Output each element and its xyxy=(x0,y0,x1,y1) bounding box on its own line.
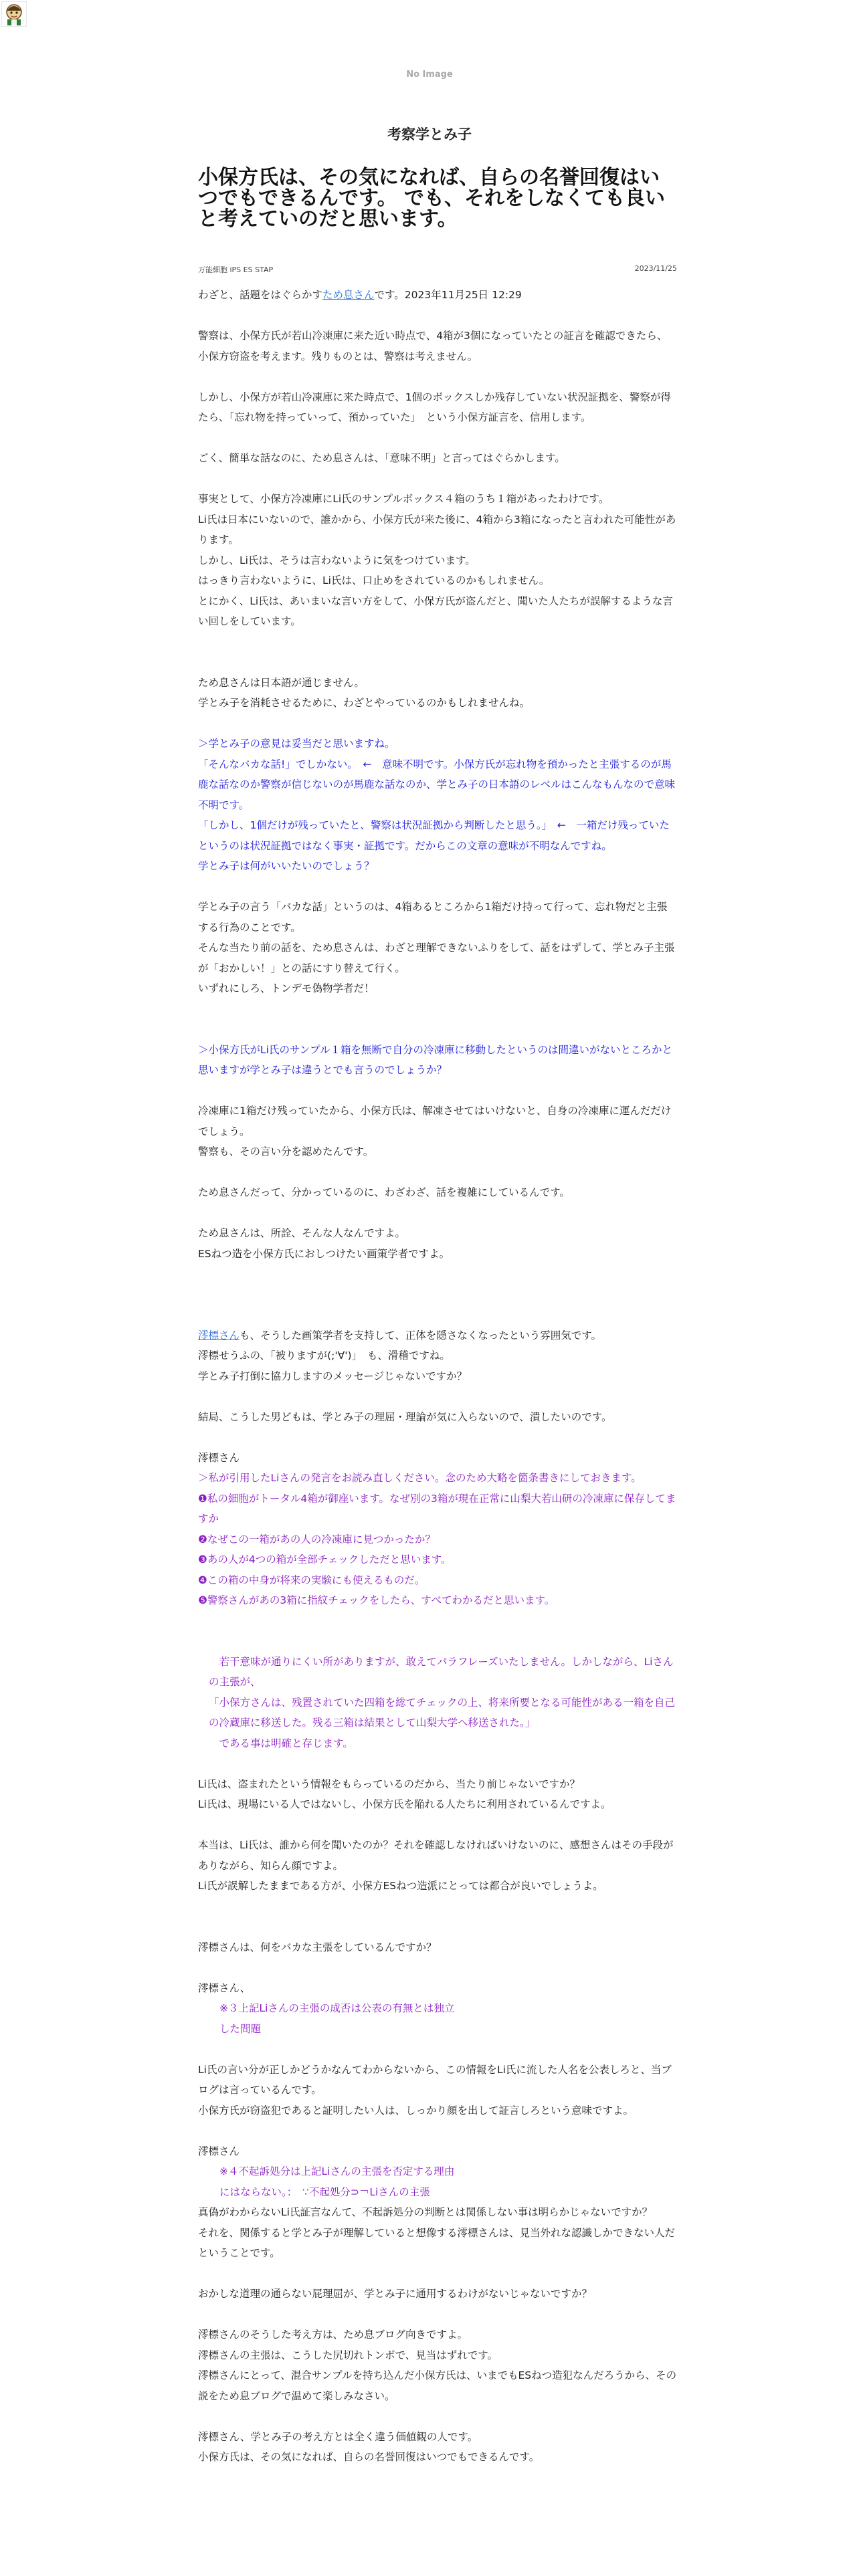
post-paragraph xyxy=(198,1325,677,1346)
post-paragraph: ❶私の細胞がトータル4箱が御座います。なぜ別の3箱が現在正常に山梨大若山研の冷凍庫に保存してますか xyxy=(198,1492,676,1525)
post-paragraph: ごく、簡単な話なのに、ため息さんは、「意味不明」と言ってはぐらかします。 xyxy=(198,452,565,464)
blank-line xyxy=(198,1815,677,1836)
header-image-placeholder: No Image xyxy=(406,70,453,80)
post-paragraph: 澪標さんのそうした考え方は、ため息ブログ向きですよ。 xyxy=(198,2329,468,2341)
blank-line xyxy=(198,1386,677,1407)
post-paragraph: 澪標さん、 xyxy=(198,1981,251,1994)
post-paragraph: 学とみ子打倒に協力しますのメッセージじゃないですか？ xyxy=(198,1370,468,1382)
post-paragraph: 澪標さんにとって、混合サンプルを持ち込んだ小保方氏は、いまでもESねつ造犯なんだろうから、その説をため息ブログで温めて楽しみなさい。 xyxy=(198,2369,677,2402)
blank-line xyxy=(198,2264,677,2284)
blank-line xyxy=(198,652,677,673)
post-paragraph: ＞学とみ子の意見は妥当だと思いますね。 xyxy=(198,738,395,750)
post-paragraph: しかし、小保方が若山冷凍庫に来た時点で、1個のボックスしか残存していない状況証拠を、警察が得たら、「忘れ物を持っていって、預かっていた」 という小保方証言を、信用します。 xyxy=(198,391,671,423)
post-paragraph: ため息さんだって、分かっているのに、わざわざ、話を複雑にしているんです。 xyxy=(198,1186,570,1198)
post-paragraph: いずれにしろ、トンデモ偽物学者だ！ xyxy=(198,982,375,994)
blank-line xyxy=(198,306,677,326)
post-paragraph: ※４不起訴処分は上記Liさんの主張を否定する理由 xyxy=(219,2165,455,2177)
post-meta xyxy=(198,264,677,275)
post-paragraph: ＞私が引用したLiさんの発言をお読み直しください。念のため大略を箇条書きにしておきます。 xyxy=(198,1472,642,1484)
blank-line xyxy=(198,2406,677,2427)
post-paragraph: とにかく、Li氏は、あいまいな言い方をして、小保方氏が盗んだと、聞いた人たちが誤解するような言い回しをしています。 xyxy=(198,595,673,627)
post-paragraph: 澪標さんは、何をバカな主張をしているんですか？ xyxy=(198,1941,437,1953)
post-paragraph: 「しかし、1個だけが残っていたと、警察は状況証拠から判断したと思う。」 ← 一箱だけ残っていたというのは状況証拠ではなく事実・証拠です。だからこの文章の意味が不明なんですね。 xyxy=(198,819,670,852)
post-paragraph: おかしな道理の通らない屁理屈が、学とみ子に通用するわけがないじゃないですか？ xyxy=(198,2288,593,2300)
blank-line xyxy=(198,1285,677,1305)
post-paragraph: ❸あの人が4つの箱が全部チェックしただと思います。 xyxy=(198,1553,452,1566)
blank-line xyxy=(198,1631,677,1652)
post-paragraph: 警察は、小保方氏が若山冷凍庫に来た近い時点で、4箱が3個になっていたとの証言を確認できたら、小保方窃盗を考えます。残りものとは、警察は考えません。 xyxy=(198,330,668,362)
blank-line xyxy=(198,1305,677,1325)
post-paragraph: ※３上記Liさんの主張の成否は公表の有無とは独立 xyxy=(219,2002,455,2014)
post-paragraph: そんな当たり前の話を、ため息さんは、わざと理解できないふりをして、話をはずして、学とみ子主張が「おかしい！」との話にすり替えて行く。 xyxy=(198,942,675,974)
post-title: 小保方氏は、その気になれば、自らの名誉回復はいつでもできるんです。 でも、それをしなくても良いと考えていのだと思います。 xyxy=(198,166,666,231)
post-paragraph: Li氏は、盗まれたという情報をもらっているのだから、当たり前じゃないですか？ xyxy=(198,1778,580,1790)
post-paragraph: ❺警察さんがあの3箱に指紋チェックをしたら、すべてわかるだと思います。 xyxy=(198,1594,555,1606)
post-paragraph: 「小保方さんは、残置されていた四箱を総てチェックの上、将来所要となる可能性がある一箱を自己の冷蔵庫に移送した。残る三箱は結果として山梨大学へ移送された。」 xyxy=(209,1696,676,1729)
post-paragraph: 澪標さんの主張は、こうした尻切れトンボで、見当はずれです。 xyxy=(198,2349,498,2361)
post-paragraph: 「そんなバカな話!」でしかない。 ← 意味不明です。小保方氏が忘れ物を預かったと主張するのが馬鹿な話なのか警察が信じないのが馬鹿な話なのか、学とみ子の日本語のレベルはこんなもんなので意味不明です。 xyxy=(198,758,676,811)
post-paragraph: 澪標さん xyxy=(198,1451,240,1464)
blog-favicon-avatar[interactable] xyxy=(1,1,27,27)
blank-line xyxy=(198,2039,677,2060)
post-paragraph: ＞小保方氏がLi氏のサンプル１箱を無断で自分の冷凍庫に移動したというのは間違いがないところかと思いますが学とみ子は違うとでも言うのでしょうか？ xyxy=(198,1043,673,1076)
post-paragraph: ため息さんは、所詮、そんな人なんですよ。 xyxy=(198,1227,406,1239)
blank-line xyxy=(198,999,677,1020)
post-paragraph: Li氏の言い分が正しかどうかなんてわからないから、この情報をLi氏に流した人名を公表しろと、当ブログは言っているんです。 xyxy=(198,2063,672,2096)
blank-line xyxy=(198,2121,677,2141)
blank-line xyxy=(198,2304,677,2325)
paragraph-text: です。2023年11月25日 12:29 xyxy=(374,289,522,301)
post-paragraph: 警察も、その言い分を認めたんです。 xyxy=(198,1146,374,1158)
post-paragraph: である事は明確と存じます。 xyxy=(209,1737,353,1749)
post-paragraph: 澪標さん xyxy=(198,2145,240,2157)
user-link[interactable]: 澪標さん xyxy=(198,1329,240,1341)
blog-title[interactable]: 考察学とみ子 xyxy=(387,126,472,142)
post-paragraph: ❹この箱の中身が将来の実験にも使えるものだ。 xyxy=(198,1574,425,1586)
post-date: 2023/11/25 xyxy=(634,264,677,273)
blank-line xyxy=(198,1753,677,1774)
post-paragraph: Li氏は、現場にいる人ではないし、小保方氏を陥れる人たちに利用されているんですよ。 xyxy=(198,1798,611,1810)
post-paragraph: 澪標せうふの、「被りますが(;'∀')」 も、滑稽ですね。 xyxy=(198,1350,450,1362)
post-paragraph xyxy=(198,285,677,306)
post-paragraph: Li氏は日本にいないので、誰かから、小保方氏が来た後に、4箱から3箱になったと言われた可能性があります。 xyxy=(198,513,676,546)
blank-line xyxy=(198,1264,677,1285)
blank-line xyxy=(198,714,677,734)
paragraph-text: わざと、話題をはぐらかす xyxy=(198,289,323,301)
paragraph-text: も、そうした画策学者を支持して、正体を隠さなくなったという雰囲気です。 xyxy=(240,1329,601,1341)
avatar-icon xyxy=(1,1,27,27)
blank-line xyxy=(198,1019,677,1040)
post-article xyxy=(198,167,677,2468)
blank-line xyxy=(198,428,677,449)
post-paragraph: 事実として、小保方冷凍庫にLi氏のサンプルボックス４箱のうち１箱があったわけです。 xyxy=(198,493,609,505)
post-paragraph: しかし、Li氏は、そうは言わないように気をつけています。 xyxy=(198,554,476,566)
post-paragraph: それを、関係すると学とみ子が理解していると想像する澪標さんは、見当外れな認識しかできない人だということです。 xyxy=(198,2226,676,2259)
post-paragraph: 学とみ子を消耗させるために、わざとやっているのかもしれませんね。 xyxy=(198,697,531,709)
post-paragraph: にはならない。： ∵不起処分⊃￢Liさんの主張 xyxy=(219,2185,430,2198)
post-paragraph: 学とみ子は何がいいたいのでしょう？ xyxy=(198,860,375,872)
post-paragraph: ESねつ造を小保方氏におしつけたい画策学者ですよ。 xyxy=(198,1247,450,1260)
blank-line xyxy=(198,877,677,897)
post-paragraph: した問題 xyxy=(219,2022,262,2035)
blank-line xyxy=(198,1897,677,1917)
blank-line xyxy=(198,1427,677,1448)
blank-line xyxy=(198,1917,677,1937)
post-paragraph: 冷凍庫に1箱だけ残っていたから、小保方氏は、解凍させてはいけないと、自身の冷凍庫に運んだだけでしょう。 xyxy=(198,1105,672,1138)
blank-line xyxy=(198,469,677,490)
blank-line xyxy=(198,1162,677,1183)
post-paragraph: 学とみ子の言う「バカな話」というのは、4箱あるところから1箱だけ持って行って、忘れ物だと主張する行為のことです。 xyxy=(198,901,668,934)
post-paragraph: 本当は、Li氏は、誰から何を聞いたのか？それを確認しなければいけないのに、感想さんはその手段がありながら、知らん顔ですよ。 xyxy=(198,1839,674,1872)
post-paragraph: 結局、こうした男どもは、学とみ子の理屈・理論が気に入らないので、潰したいのです。 xyxy=(198,1410,612,1423)
blank-line xyxy=(198,1611,677,1632)
blank-line xyxy=(198,366,677,387)
post-paragraph: はっきり言わないように、Li氏は、口止めをされているのかもしれません。 xyxy=(198,574,550,586)
blank-line xyxy=(198,1203,677,1224)
post-paragraph: Li氏が誤解したままである方が、小保方ESねつ造派にとっては都合が良いでしょうよ。 xyxy=(198,1880,603,1892)
post-paragraph: 小保方氏は、その気になれば、自らの名誉回復はいつでもできるんです。 xyxy=(198,2451,540,2463)
post-body xyxy=(198,285,677,2468)
post-category[interactable]: 万能細胞 iPS ES STAP xyxy=(198,265,274,274)
post-paragraph: ため息さんは日本語が通じません。 xyxy=(198,676,365,689)
blank-line xyxy=(198,1081,677,1101)
post-paragraph: 澪標さん、学とみ子の考え方とは全く違う価値観の人です。 xyxy=(198,2430,478,2443)
post-paragraph: ❷なぜこの一箱があの人の冷凍庫に見つかったか？ xyxy=(198,1533,436,1545)
post-paragraph: 真偽がわからないLi氏証言なんて、不起訴処分の判断とは関係しない事は明らかじゃないですか？ xyxy=(198,2206,653,2218)
user-link[interactable]: ため息さん xyxy=(322,289,375,301)
post-paragraph: 若干意味が通りにくい所がありますが、敢えてパラフレーズいたしません。しかしながら、Liさんの主張が、 xyxy=(209,1655,674,1688)
blank-line xyxy=(198,1957,677,1978)
post-paragraph: 小保方氏が窃盗犯であると証明したい人は、しっかり顔を出して証言しろという意味ですよ。 xyxy=(198,2104,634,2117)
blank-line xyxy=(198,632,677,653)
